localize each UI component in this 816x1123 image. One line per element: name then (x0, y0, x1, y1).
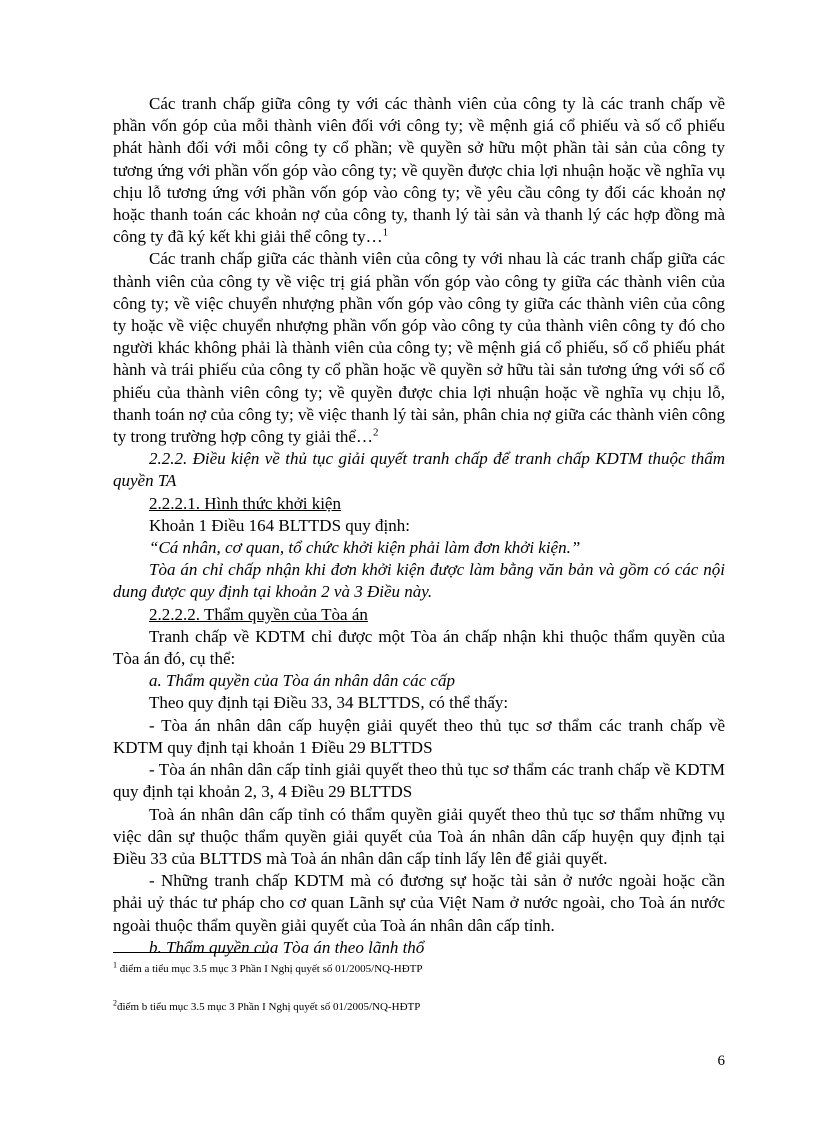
footnote-2: $^2$điểm b tiểu mục 3.5 mục 3 Phần I Nghị quyết số 01/2005/NQ-HĐTP (113, 998, 421, 1013)
heading-2-2-2-1: 2.2.2.1. Hình thức khởi kiện (149, 493, 341, 513)
body-text (113, 93, 725, 959)
paragraph-article-164: Khoản 1 Điều 164 BLTTDS quy định: (149, 515, 410, 535)
bullet-provincial-court: - Tòa án nhân dân cấp tỉnh giải quyết theo thủ tục sơ thẩm các tranh chấp về KDTM quy định tại khoản 2, 3, 4 Điều 29 BLTTDS (113, 760, 725, 802)
footnote-1: $^1$ điểm a tiểu mục 3.5 mục 3 Phần I Nghị quyết số 01/2005/NQ-HĐTP (113, 960, 423, 975)
heading-territorial-jurisdiction: b. Thẩm quyền của Tòa án theo lãnh thổ (149, 937, 425, 957)
footnote-ref-1[interactable]: 1 (382, 226, 389, 239)
paragraph-jurisdiction-intro: Tranh chấp về KDTM chỉ được một Tòa án chấp nhận khi thuộc thẩm quyền của Tòa án đó, cụ thể: (113, 626, 725, 669)
bullet-foreign-element-disputes: - Những tranh chấp KDTM mà có đương sự hoặc tài sản ở nước ngoài hoặc cần phải uỷ thác tư pháp cho cơ quan Lãnh sự của Việt Nam ở nước ngoài, cho Toà án nước ngoài thuộc thẩm quyền giải quyết của Toà án nhân dân cấp tỉnh. (113, 871, 725, 935)
bullet-district-court: - Tòa án nhân dân cấp huyện giải quyết theo thủ tục sơ thẩm các tranh chấp về KDTM quy định tại khoản 1 Điều 29 BLTTDS (113, 715, 725, 757)
paragraph-member-member-disputes: Các tranh chấp giữa các thành viên của công ty với nhau là các tranh chấp giữa các thành viên của công ty về việc trị giá phần vốn góp vào công ty giữa các thành viên của công ty; về việc chuyển nhượng phần vốn góp vào công ty giữa các thành viên của công ty hoặc về việc chuyển nhượng phần vốn góp vào công ty của thành viên công ty đó cho người khác không phải là thành viên của công ty; về mệnh giá cổ phiếu, số cổ phiếu phát hành và trái phiếu của công ty cổ phần hoặc về quyền sở hữu tài sản tương ứng với số cổ phiếu của thành viên công ty; về quyền được chia lợi nhuận hoặc về nghĩa vụ chịu lỗ, thanh toán nợ của công ty; về việc thanh lý tài sản, phân chia nợ giữa các thành viên công ty trong trường hợp công ty giải thể…$^2$ (113, 249, 725, 447)
footnote-separator (113, 952, 266, 953)
paragraph-written-petition: Tòa án chỉ chấp nhận khi đơn khởi kiện được làm bằng văn bản và gồm có các nội dung được quy định tại khoản 2 và 3 Điều này. (113, 560, 725, 602)
page-number: 6 (717, 1053, 725, 1069)
quote-article-164: “Cá nhân, cơ quan, tổ chức khởi kiện phải làm đơn khởi kiện.” (149, 538, 581, 558)
paragraph-provincial-court-authority: Toà án nhân dân cấp tỉnh có thẩm quyền giải quyết theo thủ tục sơ thẩm những vụ việc dân sự thuộc thẩm quyền giải quyết của Toà án nhân dân cấp huyện quy định tại Điều 33 của BLTTDS mà Toà án nhân dân cấp tỉnh lấy lên để giải quyết. (113, 804, 725, 868)
paragraph-company-member-disputes: Các tranh chấp giữa công ty với các thành viên của công ty là các tranh chấp về phần vốn góp của mỗi thành viên đối với công ty; về mệnh giá cổ phiếu và số cổ phiếu phát hành đối với mỗi công ty cổ phần; về quyền sở hữu một phần tài sản của công ty tương ứng với phần vốn góp vào công ty; về quyền được chia lợi nhuận hoặc về nghĩa vụ chịu lỗ tương ứng với phần vốn góp vào công ty; về yêu cầu công ty đối các khoản nợ hoặc thanh toán các khoản nợ của công ty, thanh lý tài sản và thanh lý các hợp đồng mà công ty đã ký kết khi giải thể công ty…$^1$ (113, 94, 725, 247)
paragraph-articles-33-34: Theo quy định tại Điều 33, 34 BLTTDS, có thể thấy: (149, 693, 509, 713)
heading-jurisdiction-levels: a. Thẩm quyền của Tòa án nhân dân các cấp (149, 671, 455, 691)
heading-2-2-2: 2.2.2. Điều kiện về thủ tục giải quyết tranh chấp để tranh chấp KDTM thuộc thẩm quyền TA (113, 449, 725, 491)
footnote-ref-2[interactable]: 2 (372, 426, 379, 439)
heading-2-2-2-2: 2.2.2.2. Thẩm quyền của Tòa án (149, 604, 368, 624)
